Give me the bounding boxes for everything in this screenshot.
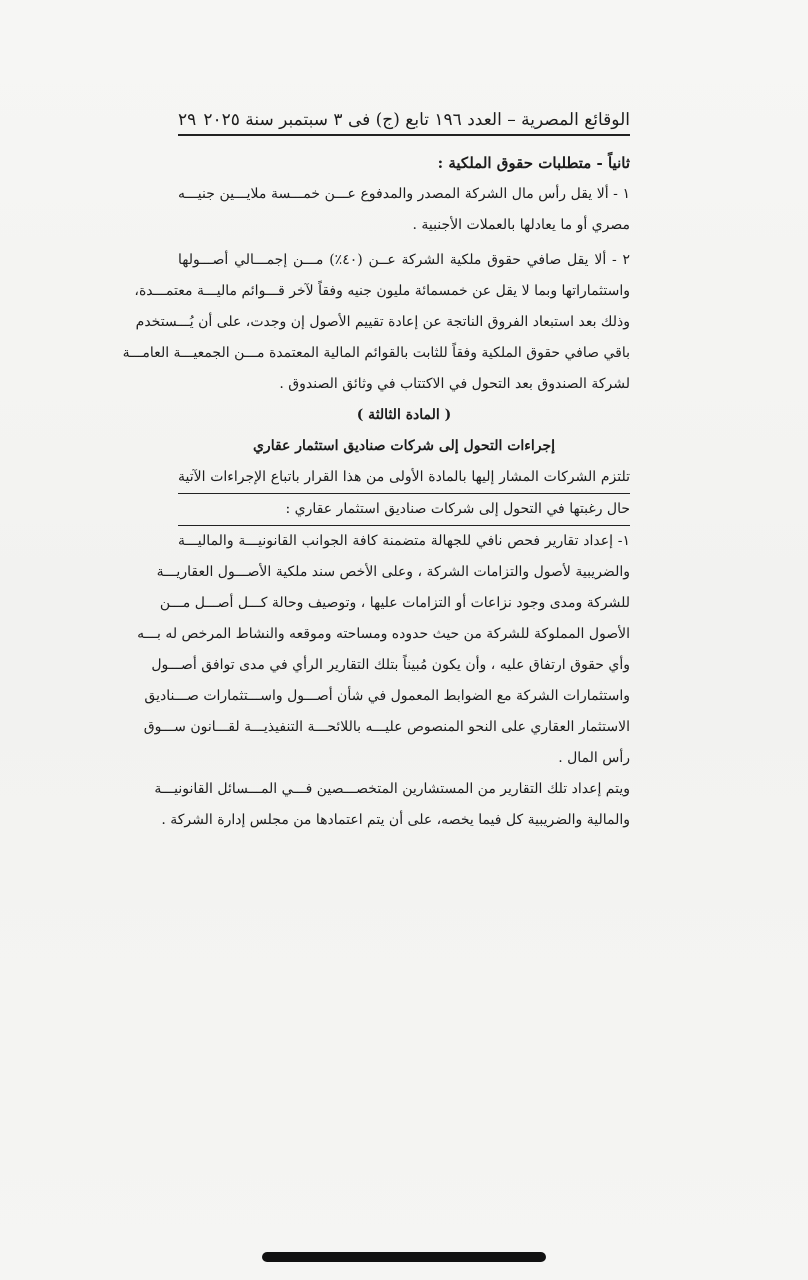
paragraph-line: الأصول المملوكة للشركة من حيث حدوده ومساحته وموقعه والنشاط المرخص له بـــه: [137, 626, 630, 642]
paragraph-line: والضريبية لأصول والتزامات الشركة ، وعلى الأخص سند ملكية الأصـــول العقاريـــة: [156, 564, 630, 580]
paragraph-line: مصري أو ما يعادلها بالعملات الأجنبية .: [412, 217, 630, 233]
journal-title: الوقائع المصرية – العدد ١٩٦ تابع (ج) فى ٣ سبتمبر سنة ٢٠٢٥: [203, 110, 630, 130]
paragraph-line: حال رغبتها في التحول إلى شركات صناديق استثمار عقاري :: [178, 494, 630, 526]
home-indicator[interactable]: [262, 1252, 546, 1262]
paragraph-line: وأي حقوق ارتفاق عليه ، وأن يكون مُبيناً بتلك التقارير الرأي في مدى توافق أصـــول: [151, 657, 630, 673]
paragraph-line: ٢ - ألا يقل صافي حقوق ملكية الشركة عــن (٤٠٪) مـــن إجمـــالي أصـــولها: [178, 252, 630, 268]
paragraph-line: رأس المال .: [558, 750, 630, 766]
article-label: ( المادة الثالثة ): [356, 407, 452, 423]
document-body: [122, 148, 630, 836]
paragraph-line: للشركة ومدى وجود نزاعات أو التزامات عليها ، وتوصيف وحالة كـــل أصـــل مـــن: [159, 595, 630, 611]
paragraph-line: باقي صافي حقوق الملكية وفقاً للثابت بالقوائم المالية المعتمدة مـــن الجمعيـــة العامـــة: [122, 345, 630, 361]
paragraph-line: ١- إعداد تقارير فحص نافي للجهالة متضمنة كافة الجوانب القانونيـــة والماليـــة: [178, 533, 630, 549]
paragraph-1: [178, 179, 630, 241]
paragraph-line: والمالية والضريبية كل فيما يخصه، على أن يتم اعتمادها من مجلس إدارة الشركة .: [161, 812, 630, 828]
page-number: ٢٩: [178, 110, 197, 130]
paragraph-line: لشركة الصندوق بعد التحول في الاكتتاب في وثائق الصندوق .: [279, 376, 630, 392]
page-header: [178, 100, 630, 136]
paragraph-3: [137, 526, 630, 774]
section-heading: ثانياً - متطلبات حقوق الملكية :: [437, 154, 630, 172]
article-title: إجراءات التحول إلى شركات صناديق استثمار عقاري: [252, 438, 556, 454]
paragraph-line: واستثمارات الشركة مع الضوابط المعمول في شأن أصـــول واســـتثمارات صـــناديق: [144, 688, 630, 704]
paragraph-4: [154, 774, 630, 836]
paragraph-line: ١ - ألا يقل رأس مال الشركة المصدر والمدفوع عـــن خمـــسة ملايـــين جنيـــه: [178, 186, 630, 202]
paragraph-line: تلتزم الشركات المشار إليها بالمادة الأولى من هذا القرار باتباع الإجراءات الآتية: [178, 462, 630, 494]
paragraph-2: [122, 245, 630, 400]
paragraph-line: واستثماراتها وبما لا يقل عن خمسمائة مليون جنيه وفقاً لآخر قـــوائم ماليـــة معتمـــدة،: [134, 283, 630, 299]
paragraph-line: الاستثمار العقاري على النحو المنصوص عليـــه باللائحـــة التنفيذيـــة لقـــانون ســـوق: [143, 719, 630, 735]
paragraph-line: ويتم إعداد تلك التقارير من المستشارين المتخصـــصين فـــي المـــسائل القانونيـــة: [154, 781, 630, 797]
intro-paragraph: [178, 462, 630, 526]
paragraph-line: وذلك بعد استبعاد الفروق الناتجة عن إعادة تقييم الأصول إن وجدت، على أن يُـــستخدم: [135, 314, 630, 330]
